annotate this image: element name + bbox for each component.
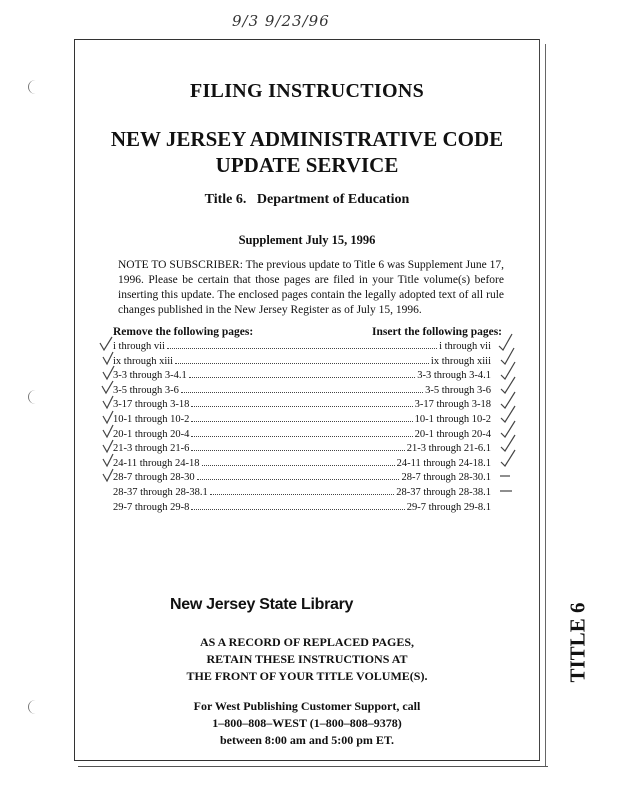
remove-pages: 28-7 through 28-30 (113, 472, 195, 484)
remove-pages: 21-3 through 21-6 (113, 443, 190, 455)
remove-pages: 10-1 through 10-2 (113, 413, 190, 425)
record-line-1: AS A RECORD OF REPLACED PAGES, (199, 635, 415, 649)
page-frame-bottom (74, 760, 540, 761)
page-list-row (105, 458, 491, 473)
dot-leader (202, 465, 395, 466)
record-instructions (75, 634, 539, 685)
page-list-row (105, 356, 491, 371)
dot-leader (191, 421, 412, 422)
page-frame-top (74, 39, 540, 40)
check-mark-icon (501, 421, 515, 437)
insert-pages: 10-1 through 10-2 (414, 413, 491, 425)
insert-pages: 28-37 through 28-38.1 (396, 486, 491, 498)
insert-pages: 3-5 through 3-6 (425, 384, 491, 396)
page-frame-right-shadow (545, 44, 546, 766)
support-info (75, 698, 539, 749)
supplement-date: Supplement July 15, 1996 (238, 233, 376, 247)
punch-hole-top (28, 80, 43, 94)
code-title (75, 126, 539, 178)
page-list-row (105, 341, 491, 356)
page-list-row (105, 399, 491, 414)
insert-pages: 3-17 through 3-18 (414, 399, 491, 411)
remove-pages: 24-11 through 24-18 (113, 457, 200, 469)
insert-pages: 28-7 through 28-30.1 (401, 472, 491, 484)
insert-header: Insert the following pages: (372, 326, 503, 338)
dot-leader (167, 348, 437, 349)
remove-pages: 3-17 through 3-18 (113, 399, 190, 411)
support-line-1: For West Publishing Customer Support, call (193, 699, 421, 713)
page-list-row (105, 414, 491, 429)
remove-pages: 3-5 through 3-6 (113, 384, 179, 396)
dot-leader (189, 377, 415, 378)
remove-pages: i through vii (113, 341, 165, 352)
subscriber-note: NOTE TO SUBSCRIBER: The previous update to Title 6 was Supplement June 17, 1996. Please be certain that those pages are filed in your Title volume(s) before inserting this update. The enclosed pages contain the legally adopted text of all rule changes published in the New Jersey Register as of July 15, 1996. (118, 259, 504, 316)
insert-pages: ix through xiii (430, 355, 491, 367)
support-hours: between 8:00 am and 5:00 pm ET. (219, 733, 395, 747)
code-title-line-1: NEW JERSEY ADMINISTRATIVE CODE (110, 127, 504, 151)
dot-leader (191, 436, 412, 437)
page-list-row (105, 429, 491, 444)
page-list (105, 341, 491, 516)
check-mark-icon (501, 362, 515, 379)
code-title-line-2: UPDATE SERVICE (215, 153, 399, 177)
support-phone: 1–800–808–WEST (1–800–808–9378) (212, 716, 402, 730)
insert-pages: 3-3 through 3-4.1 (417, 370, 491, 382)
remove-pages: 28-37 through 28-38.1 (113, 486, 208, 498)
filing-heading: FILING INSTRUCTIONS (189, 80, 425, 102)
dot-leader (191, 406, 412, 407)
title-tab: TITLE 6 (565, 602, 590, 683)
remove-pages: ix through xiii (113, 355, 174, 367)
insert-pages: i through vii (439, 341, 491, 352)
dot-leader (175, 363, 429, 364)
record-line-2: RETAIN THESE INSTRUCTIONS AT (206, 652, 408, 666)
insert-pages: 20-1 through 20-4 (414, 428, 491, 440)
insert-pages: 21-3 through 21-6.1 (406, 443, 491, 455)
library-stamp: New Jersey State Library (170, 596, 354, 613)
insert-pages: 24-11 through 24-18.1 (396, 457, 491, 469)
dot-leader (191, 450, 404, 451)
dot-leader (181, 392, 423, 393)
punch-hole-bottom (28, 700, 43, 714)
check-mark-icon (501, 392, 515, 408)
check-mark-icon (501, 435, 515, 451)
page-list-row (105, 502, 491, 517)
page-list-row (105, 370, 491, 385)
page-frame-right (539, 39, 540, 761)
check-mark-icon (501, 406, 515, 422)
remove-pages: 29-7 through 29-8 (113, 501, 190, 513)
remove-pages: 20-1 through 20-4 (113, 428, 190, 440)
page-list-row (105, 487, 491, 502)
check-mark-icon (501, 450, 515, 466)
dot-leader (210, 494, 394, 495)
remove-pages: 3-3 through 3-4.1 (113, 370, 187, 382)
page-list-row (105, 472, 491, 487)
record-line-3: THE FRONT OF YOUR TITLE VOLUME(S). (186, 669, 428, 683)
page-list-row (105, 443, 491, 458)
page-frame-bottom-shadow (78, 766, 548, 767)
punch-hole-middle (28, 390, 43, 404)
remove-header: Remove the following pages: (113, 326, 254, 338)
title-line: Title 6. Department of Education (204, 192, 410, 207)
check-mark-icon (501, 348, 514, 364)
insert-pages: 29-7 through 29-8.1 (406, 501, 491, 513)
handwritten-note: 9/3 9/23/96 (232, 12, 330, 30)
page-list-row (105, 385, 491, 400)
check-mark-icon (501, 377, 515, 393)
dot-leader (191, 509, 404, 510)
dot-leader (197, 479, 400, 480)
